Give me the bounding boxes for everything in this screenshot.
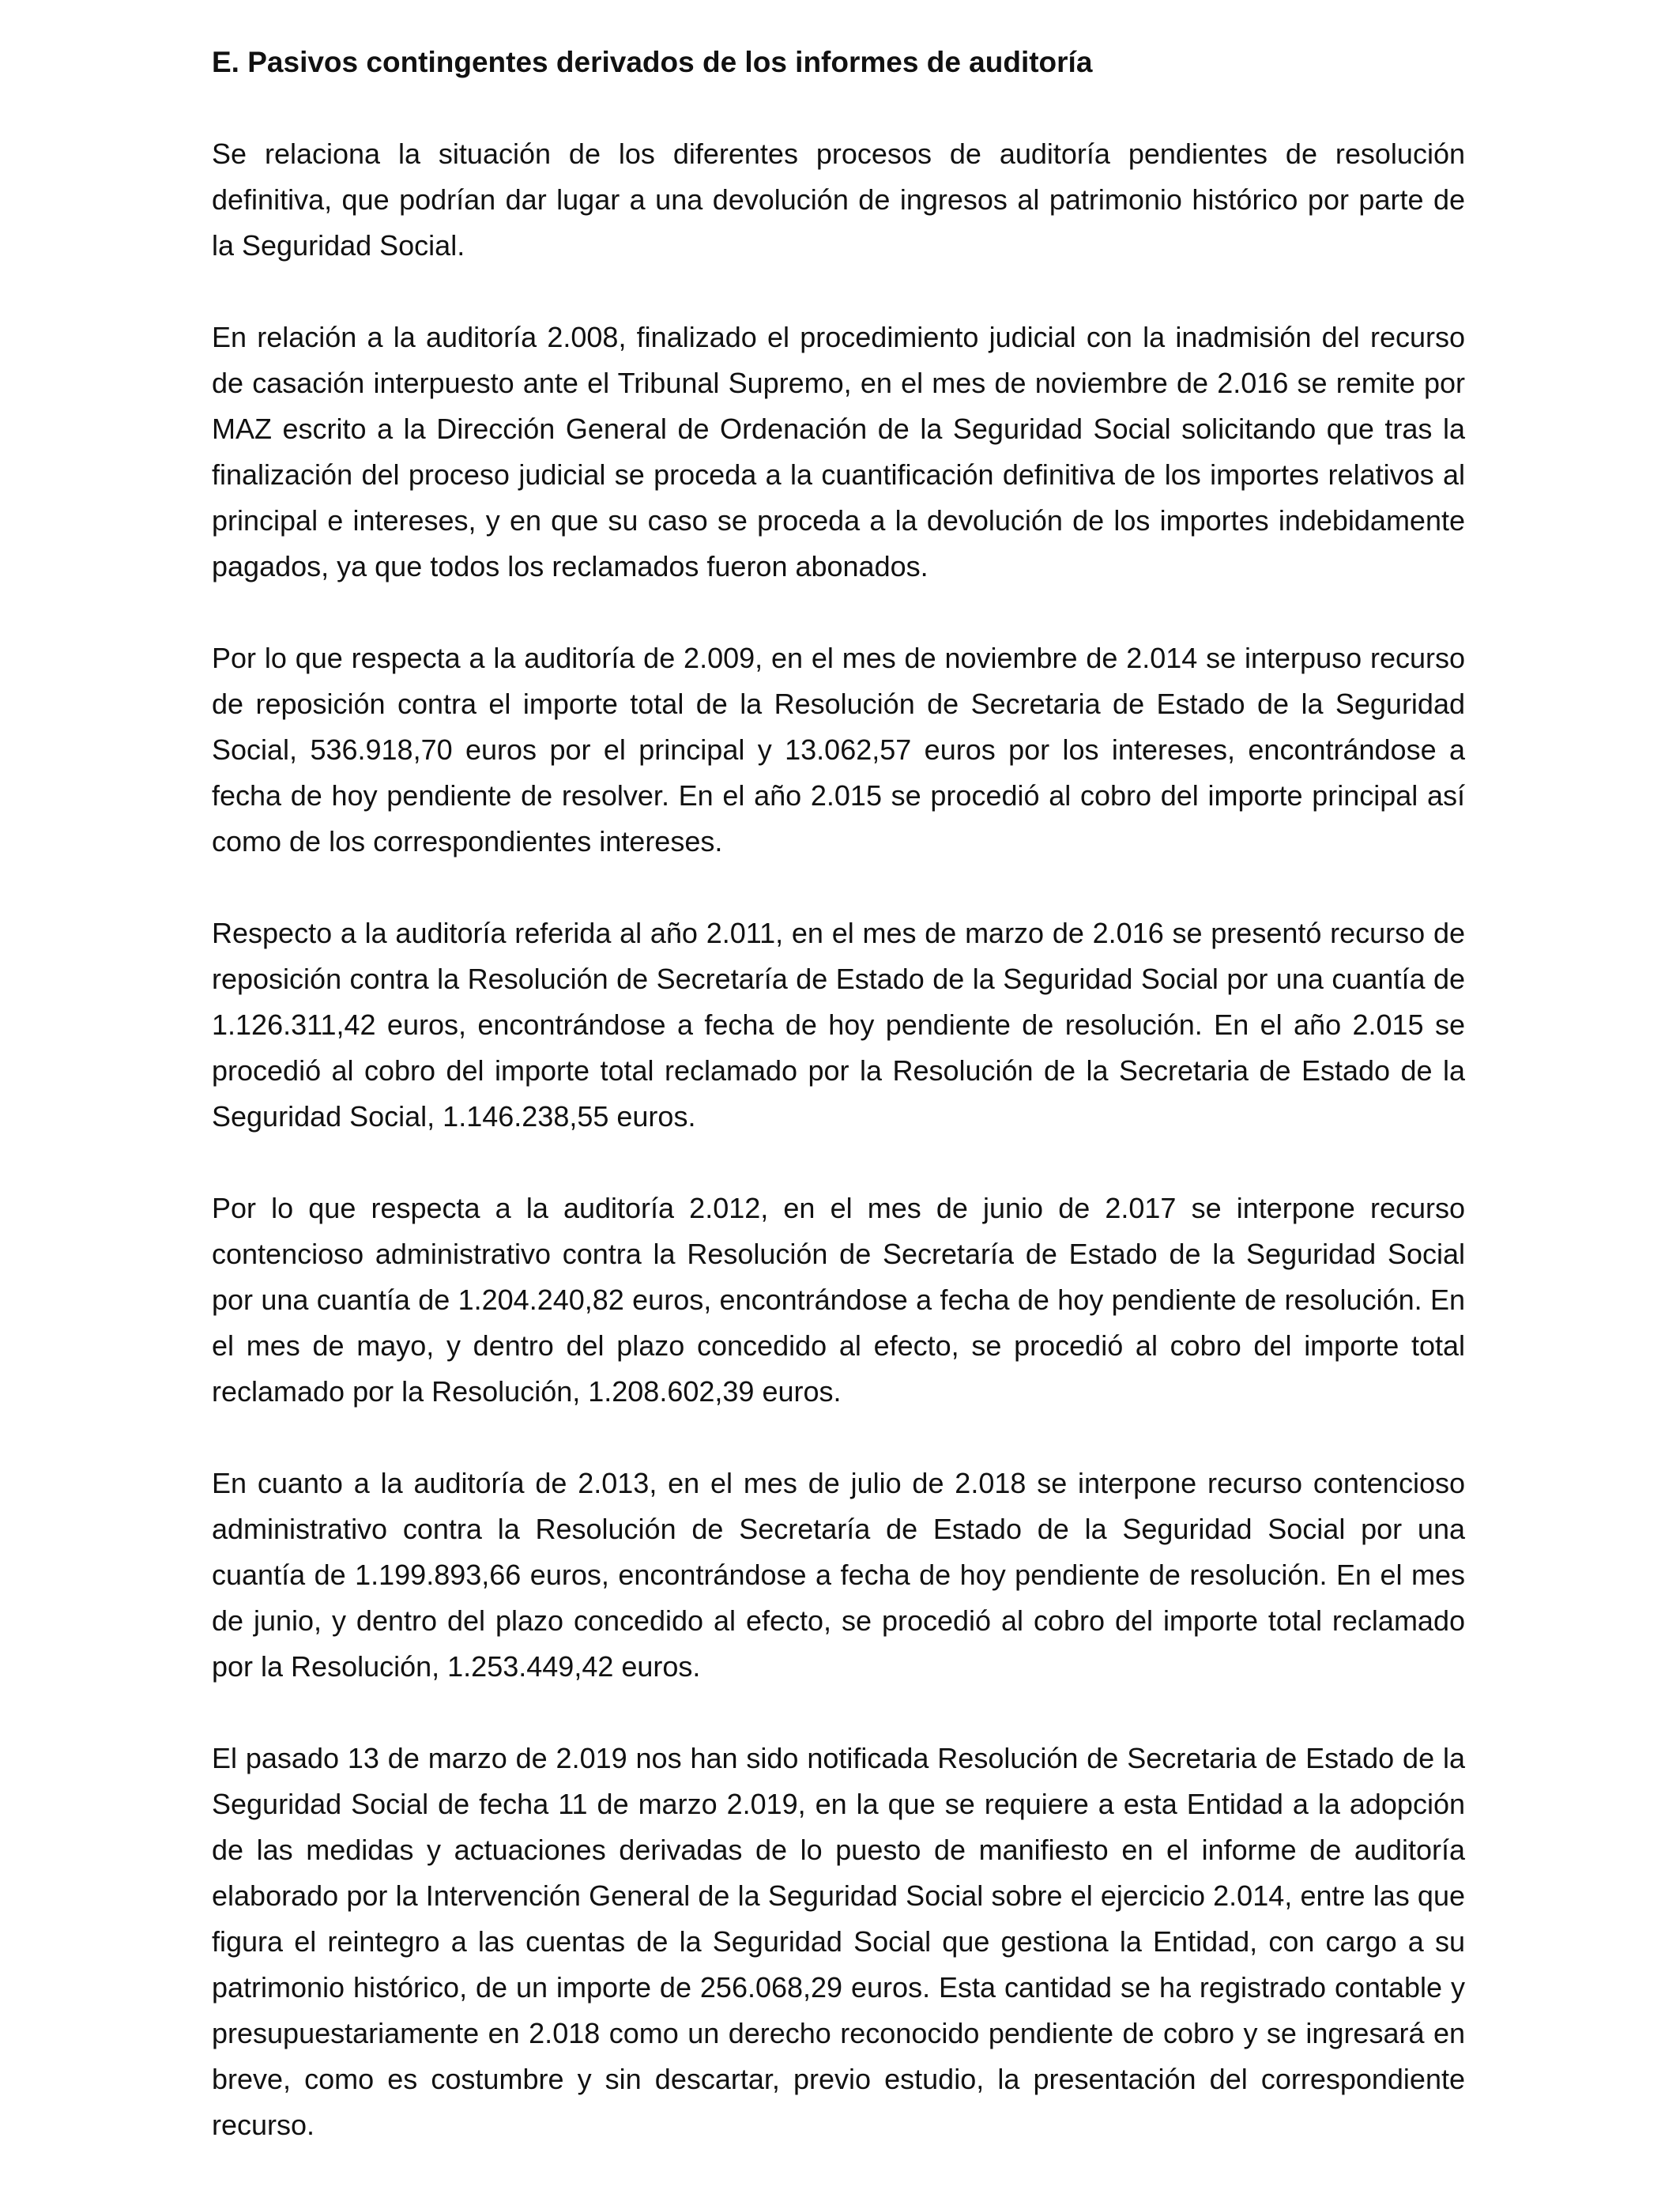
paragraph-intro: Se relaciona la situación de los diferentes procesos de auditoría pendientes de resolución definitiva, que podrían dar lugar a una devolución de ingresos al patrimonio histórico por parte de la Seguridad Social.	[212, 138, 1465, 262]
paragraph-audit-2009: Por lo que respecta a la auditoría de 2.009, en el mes de noviembre de 2.014 se interpuso recurso de reposición contra el importe total de la Resolución de Secretaria de Estado de la Seguridad Social, 536.918,70 euros por el principal y 13.062,57 euros por los intereses, encontrándose a fecha de hoy pendiente de resolver. En el año 2.015 se procedió al cobro del importe principal así como de los correspondientes intereses.	[212, 642, 1465, 858]
paragraph-audit-2013: En cuanto a la auditoría de 2.013, en el mes de julio de 2.018 se interpone recurso contencioso administrativo contra la Resolución de Secretaría de Estado de la Seguridad Social por una cuantía de 1.199.893,66 euros, encontrándose a fecha de hoy pendiente de resolución. En el mes de junio, y dentro del plazo concedido al efecto, se procedió al cobro del importe total reclamado por la Resolución, 1.253.449,42 euros.	[212, 1467, 1465, 1683]
paragraph-audit-2008: En relación a la auditoría 2.008, finalizado el procedimiento judicial con la inadmisión del recurso de casación interpuesto ante el Tribunal Supremo, en el mes de noviembre de 2.016 se remite por MAZ escrito a la Dirección General de Ordenación de la Seguridad Social solicitando que tras la finalización del proceso judicial se proceda a la cuantificación definitiva de los importes relativos al principal e intereses, y en que su caso se proceda a la devolución de los importes indebidamente pagados, ya que todos los reclamados fueron abonados.	[212, 321, 1465, 582]
paragraph-audit-2011: Respecto a la auditoría referida al año 2.011, en el mes de marzo de 2.016 se presentó recurso de reposición contra la Resolución de Secretaría de Estado de la Seguridad Social por una cuantía de 1.126.311,42 euros, encontrándose a fecha de hoy pendiente de resolución. En el año 2.015 se procedió al cobro del importe total reclamado por la Resolución de la Secretaria de Estado de la Seguridad Social, 1.146.238,55 euros.	[212, 917, 1465, 1133]
paragraph-audit-2014: El pasado 13 de marzo de 2.019 nos han sido notificada Resolución de Secretaria de Estado de la Seguridad Social de fecha 11 de marzo 2.019, en la que se requiere a esta Entidad a la adopción de las medidas y actuaciones derivadas de lo puesto de manifiesto en el informe de auditoría elaborado por la Intervención General de la Seguridad Social sobre el ejercicio 2.014, entre las que figura el reintegro a las cuentas de la Seguridad Social que gestiona la Entidad, con cargo a su patrimonio histórico, de un importe de 256.068,29 euros. Esta cantidad se ha registrado contable y presupuestariamente en 2.018 como un derecho reconocido pendiente de cobro y se ingresará en breve, como es costumbre y sin descartar, previo estudio, la presentación del correspondiente recurso.	[212, 1742, 1465, 2141]
document-body	[212, 40, 1465, 2194]
section-heading: E. Pasivos contingentes derivados de los informes de auditoría	[212, 46, 1093, 78]
paragraph-audit-2012: Por lo que respecta a la auditoría 2.012, en el mes de junio de 2.017 se interpone recurso contencioso administrativo contra la Resolución de Secretaría de Estado de la Seguridad Social por una cuantía de 1.204.240,82 euros, encontrándose a fecha de hoy pendiente de resolución. En el mes de mayo, y dentro del plazo concedido al efecto, se procedió al cobro del importe total reclamado por la Resolución, 1.208.602,39 euros.	[212, 1192, 1465, 1408]
